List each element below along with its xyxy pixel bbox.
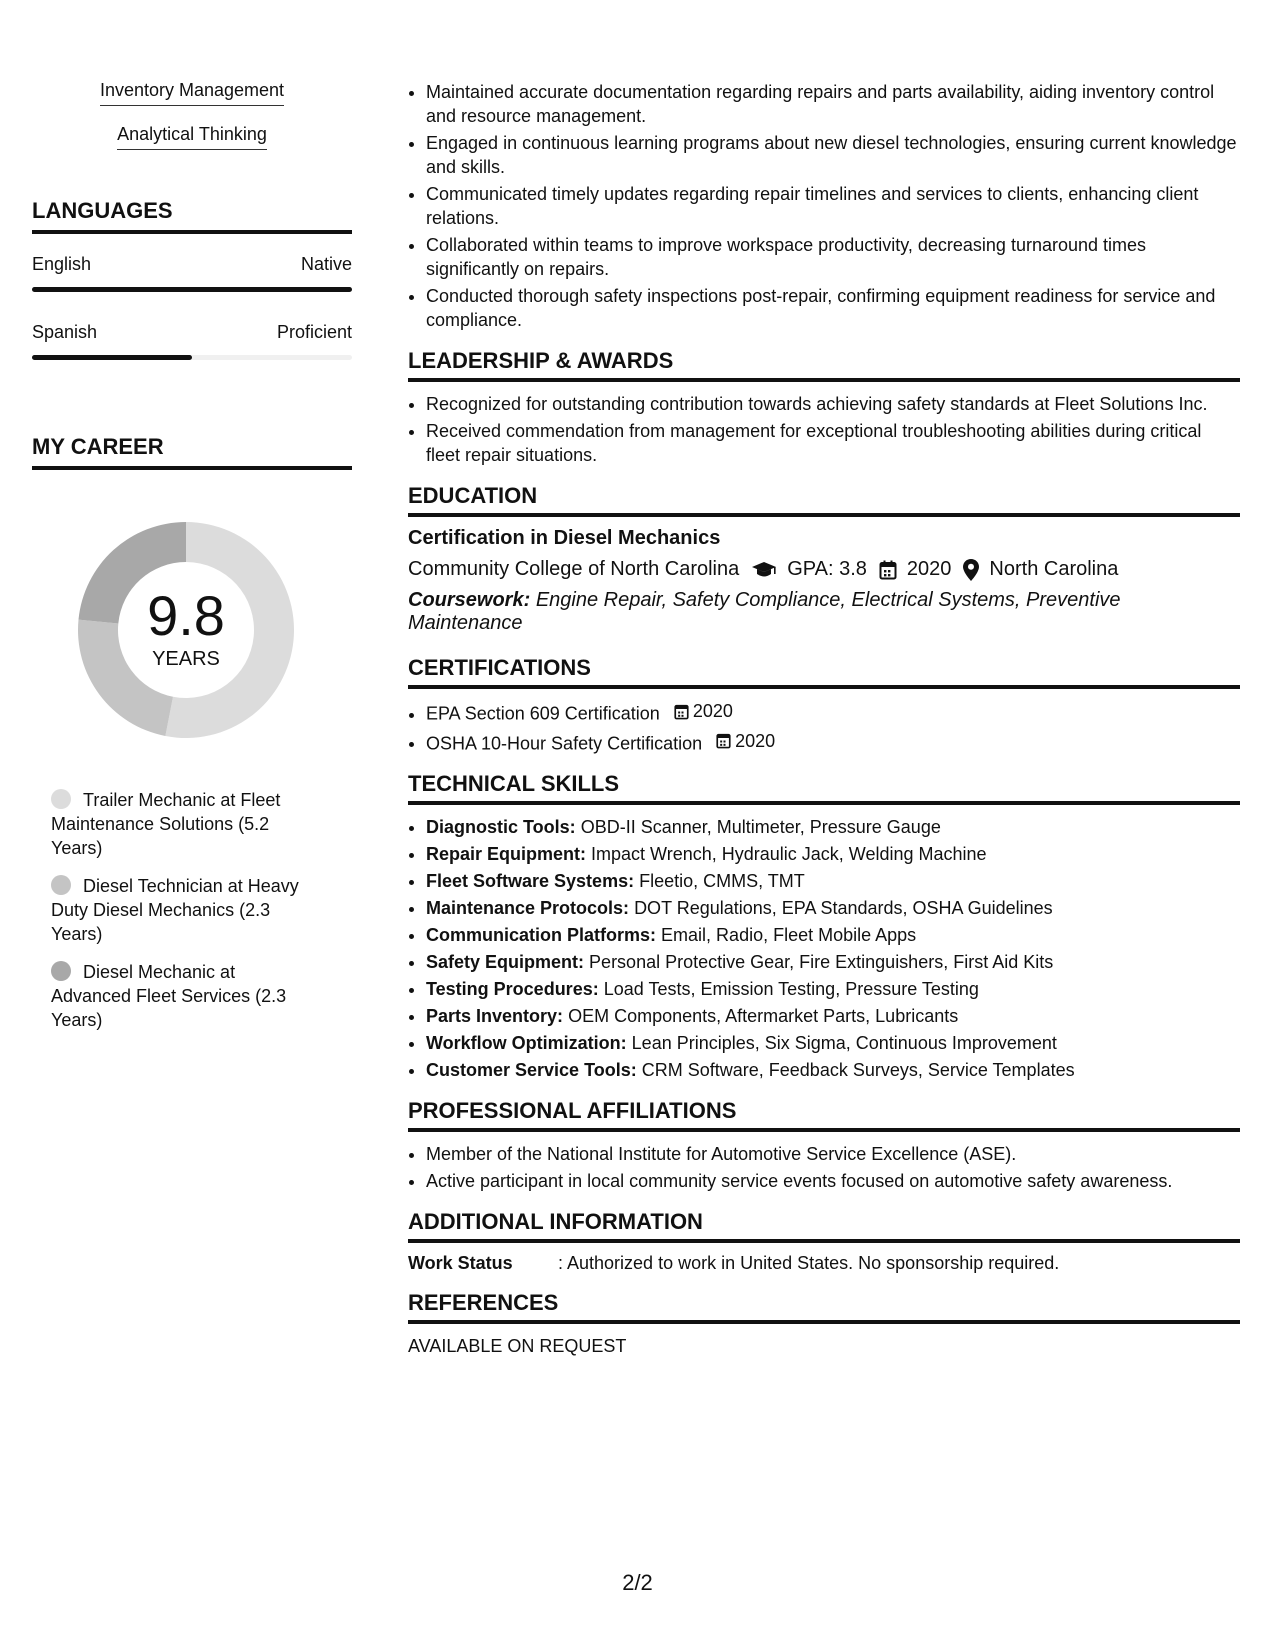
career-legend — [51, 788, 352, 1032]
language-level: Proficient — [276, 322, 352, 342]
list-item: • EPA Section 609 Certification 2020 — [426, 699, 1240, 726]
list-item: • Received commendation from management for exceptional troubleshooting abilities during critical fleet repair situations. — [426, 419, 1240, 467]
career-donut-chart — [66, 510, 306, 750]
certifications-section — [408, 655, 1240, 755]
language-name: Spanish — [32, 322, 98, 342]
list-item: • Communicated timely updates regarding repair timelines and services to clients, enhancing client relations. — [426, 182, 1240, 230]
calendar-icon — [879, 560, 897, 580]
list-item: • Conducted thorough safety inspections post-repair, confirming equipment readiness for service and compliance. — [426, 284, 1240, 332]
language-level-bar — [32, 355, 352, 360]
skill-tag: Analytical Thinking — [32, 124, 352, 150]
list-item: • Active participant in local community service events focused on automotive safety awareness. — [426, 1169, 1240, 1193]
list-item: • Parts Inventory: OEM Components, Aftermarket Parts, Lubricants — [426, 1004, 1240, 1028]
education-section — [408, 483, 1240, 635]
legend-dot — [51, 875, 71, 895]
affiliations-section — [408, 1098, 1240, 1193]
school-name: Community College of North Carolina — [408, 558, 740, 580]
gpa: GPA: 3.8 — [787, 558, 867, 580]
section-heading: REFERENCES — [408, 1290, 1240, 1324]
list-item: • Customer Service Tools: CRM Software, Feedback Surveys, Service Templates — [426, 1058, 1240, 1082]
section-heading: CERTIFICATIONS — [408, 655, 1240, 689]
list-item: • Maintained accurate documentation regarding repairs and parts availability, aiding inventory control and resource management. — [426, 80, 1240, 128]
language-level-bar — [32, 287, 352, 292]
page-number: 2/2 — [622, 1570, 653, 1595]
list-item: • Workflow Optimization: Lean Principles, Six Sigma, Continuous Improvement — [426, 1031, 1240, 1055]
language-item — [32, 322, 352, 360]
additional-info-section — [408, 1209, 1240, 1274]
section-heading: LEADERSHIP & AWARDS — [408, 348, 1240, 382]
list-item: • Diagnostic Tools: OBD-II Scanner, Multimeter, Pressure Gauge — [426, 815, 1240, 839]
references-section — [408, 1290, 1240, 1357]
career-legend-item: Trailer Mechanic at Fleet Maintenance Solutions (5.2 Years) — [51, 790, 281, 858]
leadership-section — [408, 348, 1240, 467]
list-item: • Engaged in continuous learning programs about new diesel technologies, ensuring current knowledge and skills. — [426, 131, 1240, 179]
section-heading: PROFESSIONAL AFFILIATIONS — [408, 1098, 1240, 1132]
main-content — [408, 80, 1240, 1357]
list-item: • Maintenance Protocols: DOT Regulations, EPA Standards, OSHA Guidelines — [426, 896, 1240, 920]
language-level: Native — [300, 254, 352, 274]
list-item: • Collaborated within teams to improve workspace productivity, decreasing turnaround times significantly on repairs. — [426, 233, 1240, 281]
language-level-fill — [32, 355, 192, 360]
calendar-icon — [716, 732, 731, 749]
degree-title: Certification in Diesel Mechanics — [408, 527, 721, 549]
graduation-year: 2020 — [906, 558, 952, 580]
career-heading: MY CAREER — [32, 434, 352, 470]
career-legend-item: Diesel Mechanic at Advanced Fleet Services (2.3 Years) — [51, 962, 287, 1030]
experience-bullets — [408, 80, 1240, 332]
work-status-value: : Authorized to work in United States. No sponsorship required. — [558, 1253, 1060, 1273]
legend-dot — [51, 789, 71, 809]
section-heading: ADDITIONAL INFORMATION — [408, 1209, 1240, 1243]
career-total-unit: YEARS — [152, 648, 220, 670]
list-item: • Testing Procedures: Load Tests, Emission Testing, Pressure Testing — [426, 977, 1240, 1001]
list-item: • Recognized for outstanding contribution towards achieving safety standards at Fleet Solutions Inc. — [426, 392, 1240, 416]
section-heading: EDUCATION — [408, 483, 1240, 517]
map-pin-icon — [963, 559, 979, 581]
technical-skills-section — [408, 771, 1240, 1082]
coursework: Coursework: Engine Repair, Safety Compliance, Electrical Systems, Preventive Maintenance — [408, 589, 1121, 634]
references-text: AVAILABLE ON REQUEST — [408, 1336, 627, 1356]
list-item: • Member of the National Institute for Automotive Service Excellence (ASE). — [426, 1142, 1240, 1166]
career-legend-item: Diesel Technician at Heavy Duty Diesel Mechanics (2.3 Years) — [51, 876, 299, 944]
career-total-years: 9.8 — [147, 584, 225, 647]
list-item: • Fleet Software Systems: Fleetio, CMMS, TMT — [426, 869, 1240, 893]
list-item: • Communication Platforms: Email, Radio, Fleet Mobile Apps — [426, 923, 1240, 947]
legend-dot — [51, 961, 71, 981]
calendar-icon — [674, 703, 689, 720]
list-item: • OSHA 10-Hour Safety Certification 2020 — [426, 729, 1240, 756]
list-item: • Repair Equipment: Impact Wrench, Hydraulic Jack, Welding Machine — [426, 842, 1240, 866]
sidebar — [32, 80, 352, 1046]
skill-tag: Inventory Management — [32, 80, 352, 106]
education-details — [408, 558, 1240, 581]
language-level-fill — [32, 287, 352, 292]
language-item — [32, 254, 352, 292]
education-location: North Carolina — [989, 558, 1119, 580]
list-item: • Safety Equipment: Personal Protective Gear, Fire Extinguishers, First Aid Kits — [426, 950, 1240, 974]
languages-heading: LANGUAGES — [32, 198, 352, 234]
section-heading: TECHNICAL SKILLS — [408, 771, 1240, 805]
graduation-cap-icon — [751, 561, 777, 579]
work-status-label: Work Status — [408, 1253, 513, 1273]
language-name: English — [32, 254, 92, 274]
